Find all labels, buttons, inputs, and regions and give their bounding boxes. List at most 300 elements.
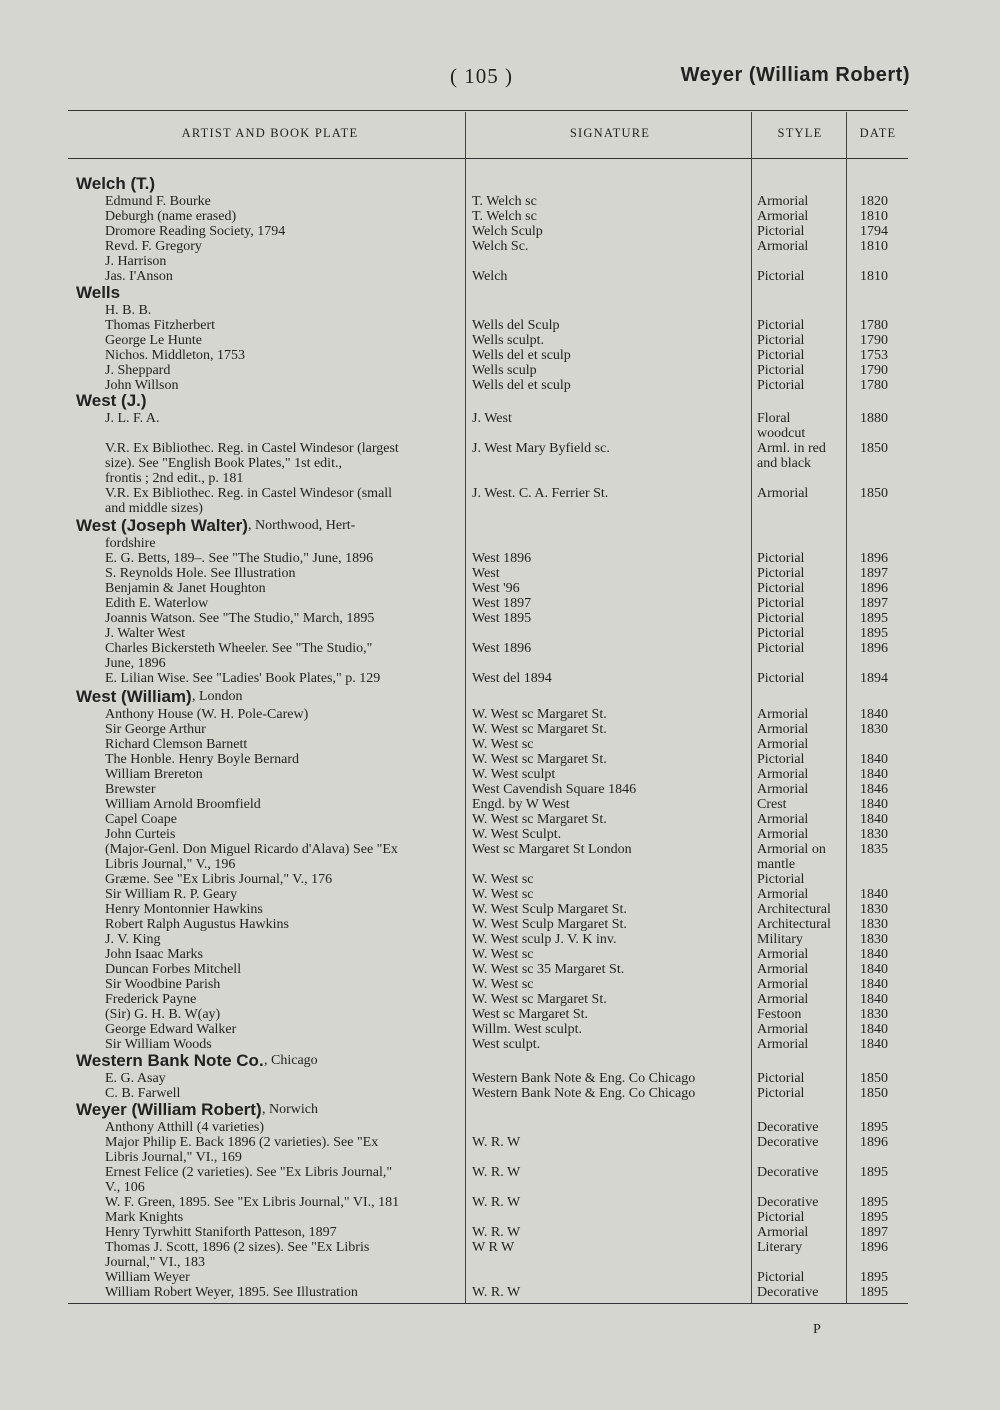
- signature-cell: J. West: [472, 411, 512, 426]
- signature-cell: W. R. W: [472, 1225, 521, 1240]
- style-cell: Pictorial: [757, 269, 805, 284]
- style-cell: Decorative: [757, 1165, 819, 1180]
- artist-cell: Ernest Felice (2 varieties). See "Ex Libris Journal,": [105, 1165, 393, 1180]
- date-cell: 1895: [860, 1195, 888, 1210]
- artist-cell: Sir Woodbine Parish: [105, 977, 221, 992]
- artist-cell: Joannis Watson. See "The Studio," March, 1895: [105, 611, 375, 626]
- signature-cell: W. West Sculp Margaret St.: [472, 902, 627, 917]
- engraver-name: Welch (T.): [76, 174, 156, 193]
- artist-cell: Major Philip E. Back 1896 (2 varieties). See "Ex: [105, 1135, 379, 1150]
- table-row: [0, 194, 1000, 209]
- artist-cell: Thomas Fitzherbert: [105, 318, 216, 333]
- table-row: [0, 962, 1000, 977]
- artist-cell: J. V. King: [105, 932, 161, 947]
- signature-cell: W. West sc: [472, 947, 534, 962]
- style-cell: Arml. in red: [757, 441, 826, 456]
- signature-cell: Wells del et sculp: [472, 378, 571, 393]
- table-row: [0, 767, 1000, 782]
- date-cell: 1810: [860, 209, 888, 224]
- style-cell: Armorial: [757, 827, 809, 842]
- table-row: [0, 1180, 1000, 1195]
- table-row: [0, 411, 1000, 426]
- signature-cell: West sculpt.: [472, 1037, 541, 1052]
- signature-cell: W. R. W: [472, 1135, 521, 1150]
- artist-cell: William Weyer: [105, 1270, 190, 1285]
- table-row: [0, 1165, 1000, 1180]
- artist-cell: Revd. F. Gregory: [105, 239, 202, 254]
- signature-cell: Welch Sculp: [472, 224, 543, 239]
- table-row: [0, 842, 1000, 857]
- style-cell: Architectural: [757, 917, 831, 932]
- table-row: [0, 239, 1000, 254]
- artist-cell: Robert Ralph Augustus Hawkins: [105, 917, 289, 932]
- engraver-name: West (J.): [76, 391, 147, 410]
- signature-cell: Wells sculp: [472, 363, 537, 378]
- signature-mark: P: [813, 1322, 821, 1337]
- artist-cell: George Edward Walker: [105, 1022, 237, 1037]
- artist-cell: Benjamin & Janet Houghton: [105, 581, 266, 596]
- date-cell: 1895: [860, 626, 888, 641]
- artist-cell: Edith E. Waterlow: [105, 596, 209, 611]
- style-cell: Pictorial: [757, 1210, 805, 1225]
- artist-cell: June, 1896: [105, 656, 166, 671]
- table-row: [0, 566, 1000, 581]
- artist-cell: Anthony Atthill (4 varieties): [105, 1120, 265, 1135]
- table-row: [0, 872, 1000, 887]
- artist-cell: Charles Bickersteth Wheeler. See "The Studio,": [105, 641, 373, 656]
- artist-cell: E. G. Asay: [105, 1071, 166, 1086]
- style-cell: Pictorial: [757, 1270, 805, 1285]
- artist-cell: Dromore Reading Society, 1794: [105, 224, 286, 239]
- style-cell: Architectural: [757, 902, 831, 917]
- date-cell: 1896: [860, 551, 888, 566]
- style-cell: Pictorial: [757, 626, 805, 641]
- signature-cell: W. West Sculpt.: [472, 827, 562, 842]
- signature-cell: Welch: [472, 269, 508, 284]
- table-row: [0, 269, 1000, 284]
- table-row: [0, 932, 1000, 947]
- date-cell: 1840: [860, 812, 888, 827]
- page-number: ( 105 ): [450, 64, 513, 88]
- column-header-signature: SIGNATURE: [569, 126, 651, 140]
- artist-cell: S. Reynolds Hole. See Illustration: [105, 566, 296, 581]
- table-row: [0, 707, 1000, 722]
- table-row: [0, 1255, 1000, 1270]
- column-header-artist: ARTIST AND BOOK PLATE: [181, 126, 359, 140]
- artist-cell: Mark Knights: [105, 1210, 184, 1225]
- style-cell: Pictorial: [757, 378, 805, 393]
- signature-cell: Western Bank Note & Eng. Co Chicago: [472, 1086, 696, 1101]
- signature-cell: West 1896: [472, 551, 532, 566]
- style-cell: Armorial: [757, 486, 809, 501]
- signature-cell: J. West Mary Byfield sc.: [472, 441, 610, 456]
- date-cell: 1850: [860, 1086, 888, 1101]
- artist-cell: Thomas J. Scott, 1896 (2 sizes). See "Ex Libris: [105, 1240, 370, 1255]
- date-cell: 1780: [860, 378, 888, 393]
- signature-cell: West del 1894: [472, 671, 552, 686]
- signature-cell: West 1896: [472, 641, 532, 656]
- style-cell: Pictorial: [757, 1086, 805, 1101]
- date-cell: 1840: [860, 887, 888, 902]
- artist-cell: Anthony House (W. H. Pole-Carew): [105, 707, 309, 722]
- date-cell: 1840: [860, 752, 888, 767]
- style-cell: Pictorial: [757, 752, 805, 767]
- date-cell: 1840: [860, 977, 888, 992]
- engraver-name: West (Joseph Walter): [76, 516, 248, 535]
- style-cell: Pictorial: [757, 671, 805, 686]
- date-cell: 1794: [860, 224, 888, 239]
- style-cell: Pictorial: [757, 363, 805, 378]
- signature-cell: Welch Sc.: [472, 239, 529, 254]
- artist-cell: Henry Tyrwhitt Staniforth Patteson, 1897: [105, 1225, 337, 1240]
- artist-cell: Duncan Forbes Mitchell: [105, 962, 242, 977]
- table-row: [0, 857, 1000, 872]
- table-row: [0, 1225, 1000, 1240]
- date-cell: 1790: [860, 363, 888, 378]
- artist-cell: Nichos. Middleton, 1753: [105, 348, 245, 363]
- signature-cell: W. West sc 35 Margaret St.: [472, 962, 625, 977]
- engraver-place: , Norwich: [262, 1102, 318, 1117]
- artist-cell: frontis ; 2nd edit., p. 181: [105, 471, 244, 486]
- signature-cell: W. West sc: [472, 872, 534, 887]
- artist-cell: C. B. Farwell: [105, 1086, 181, 1101]
- artist-cell: William Robert Weyer, 1895. See Illustration: [105, 1285, 358, 1300]
- date-cell: 1895: [860, 1270, 888, 1285]
- table-row: [0, 486, 1000, 501]
- date-cell: 1896: [860, 641, 888, 656]
- date-cell: 1830: [860, 932, 888, 947]
- table-row: [0, 1071, 1000, 1086]
- engraver-name: Wells: [76, 283, 121, 302]
- artist-cell: (Sir) G. H. B. W(ay): [105, 1007, 221, 1022]
- date-cell: 1897: [860, 596, 888, 611]
- style-cell: Pictorial: [757, 596, 805, 611]
- artist-cell: John Willson: [105, 378, 179, 393]
- date-cell: 1840: [860, 707, 888, 722]
- date-cell: 1810: [860, 269, 888, 284]
- table-row: [0, 782, 1000, 797]
- artist-cell: J. Walter West: [105, 626, 186, 641]
- date-cell: 1894: [860, 671, 888, 686]
- table-row: [0, 752, 1000, 767]
- table-row: [0, 1150, 1000, 1165]
- artist-cell: William Arnold Broomfield: [105, 797, 261, 812]
- style-cell: Armorial: [757, 992, 809, 1007]
- signature-cell: T. Welch sc: [472, 209, 537, 224]
- style-cell: Armorial: [757, 194, 809, 209]
- artist-cell: V.R. Ex Bibliothec. Reg. in Castel Windesor (largest: [105, 441, 399, 456]
- date-cell: 1840: [860, 1037, 888, 1052]
- style-cell: Pictorial: [757, 581, 805, 596]
- style-cell: Pictorial: [757, 318, 805, 333]
- date-cell: 1830: [860, 827, 888, 842]
- signature-cell: W. West sc Margaret St.: [472, 707, 607, 722]
- table-row: [0, 656, 1000, 671]
- date-cell: 1840: [860, 797, 888, 812]
- style-cell: Armorial: [757, 767, 809, 782]
- table-row: [0, 303, 1000, 318]
- section-heading: [0, 283, 1000, 302]
- engraver-name: Weyer (William Robert): [76, 1100, 262, 1119]
- date-cell: 1897: [860, 566, 888, 581]
- date-cell: 1840: [860, 962, 888, 977]
- signature-cell: Engd. by W West: [472, 797, 570, 812]
- engraver-name: West (William): [76, 687, 192, 706]
- artist-cell: John Isaac Marks: [105, 947, 203, 962]
- engraver-place: , London: [192, 689, 243, 704]
- table-row: [0, 551, 1000, 566]
- style-cell: Decorative: [757, 1285, 819, 1300]
- signature-cell: West '96: [472, 581, 520, 596]
- style-cell: Military: [757, 932, 803, 947]
- column-header-style: STYLE: [777, 126, 823, 140]
- style-cell: Pictorial: [757, 641, 805, 656]
- table-row: [0, 797, 1000, 812]
- artist-cell: (Major-Genl. Don Miguel Ricardo d'Alava) See "Ex: [105, 842, 398, 857]
- section-heading: [0, 1051, 1000, 1070]
- artist-cell: Deburgh (name erased): [105, 209, 237, 224]
- signature-cell: W. West sculp J. V. K inv.: [472, 932, 617, 947]
- signature-cell: W. West sc: [472, 737, 534, 752]
- table-row: [0, 947, 1000, 962]
- date-cell: 1850: [860, 1071, 888, 1086]
- table-row: [0, 1135, 1000, 1150]
- style-cell: Armorial: [757, 1037, 809, 1052]
- artist-cell: J. Sheppard: [105, 363, 171, 378]
- artist-cell: and middle sizes): [105, 501, 203, 516]
- signature-cell: Wells del Sculp: [472, 318, 560, 333]
- table-row: [0, 1195, 1000, 1210]
- style-cell: mantle: [757, 857, 796, 872]
- artist-cell: size). See "English Book Plates," 1st edit.,: [105, 456, 342, 471]
- signature-cell: West sc Margaret St London: [472, 842, 632, 857]
- style-cell: Armorial: [757, 887, 809, 902]
- table-row: [0, 363, 1000, 378]
- style-cell: Armorial: [757, 977, 809, 992]
- date-cell: 1830: [860, 917, 888, 932]
- artist-cell: Libris Journal," VI., 169: [105, 1150, 242, 1165]
- style-cell: Armorial: [757, 737, 809, 752]
- style-cell: Armorial on: [757, 842, 826, 857]
- style-cell: Armorial: [757, 239, 809, 254]
- date-cell: 1897: [860, 1225, 888, 1240]
- table-row: [0, 1007, 1000, 1022]
- style-cell: Pictorial: [757, 611, 805, 626]
- artist-cell: John Curteis: [105, 827, 176, 842]
- table-row: [0, 992, 1000, 1007]
- date-cell: 1896: [860, 581, 888, 596]
- signature-cell: W. West sc: [472, 887, 534, 902]
- column-header-date: DATE: [859, 126, 897, 140]
- style-cell: Crest: [757, 797, 787, 812]
- table-row: [0, 1240, 1000, 1255]
- artist-cell: Richard Clemson Barnett: [105, 737, 248, 752]
- style-cell: Armorial: [757, 1225, 809, 1240]
- signature-cell: W. West sc Margaret St.: [472, 992, 607, 1007]
- date-cell: 1840: [860, 1022, 888, 1037]
- date-cell: 1895: [860, 611, 888, 626]
- artist-cell: Sir William Woods: [105, 1037, 212, 1052]
- table-row: [0, 977, 1000, 992]
- artist-cell: Libris Journal," V., 196: [105, 857, 236, 872]
- table-row: [0, 1285, 1000, 1300]
- section-heading: [0, 391, 1000, 410]
- style-cell: Decorative: [757, 1120, 819, 1135]
- date-cell: 1895: [860, 1120, 888, 1135]
- table-row: [0, 827, 1000, 842]
- artist-cell: Græme. See "Ex Libris Journal," V., 176: [105, 872, 333, 887]
- artist-cell: Jas. I'Anson: [105, 269, 173, 284]
- artist-cell: V., 106: [105, 1180, 145, 1195]
- table-row: [0, 254, 1000, 269]
- engraver-name: Western Bank Note Co.: [76, 1051, 264, 1070]
- signature-cell: W. R. W: [472, 1165, 521, 1180]
- table-row: [0, 581, 1000, 596]
- table-row: [0, 536, 1000, 551]
- table-row: [0, 318, 1000, 333]
- section-heading: [0, 174, 1000, 193]
- artist-cell: H. B. B.: [105, 303, 152, 318]
- date-cell: 1850: [860, 486, 888, 501]
- signature-cell: Willm. West sculpt.: [472, 1022, 583, 1037]
- signature-cell: W R W: [472, 1240, 515, 1255]
- signature-cell: West sc Margaret St.: [472, 1007, 589, 1022]
- signature-cell: W. R. W: [472, 1195, 521, 1210]
- date-cell: 1835: [860, 842, 888, 857]
- artist-cell: fordshire: [105, 536, 156, 551]
- artist-cell: Brewster: [105, 782, 156, 797]
- signature-cell: W. West sc Margaret St.: [472, 722, 607, 737]
- style-cell: Armorial: [757, 947, 809, 962]
- style-cell: Armorial: [757, 707, 809, 722]
- signature-cell: Western Bank Note & Eng. Co Chicago: [472, 1071, 696, 1086]
- table-row: [0, 1270, 1000, 1285]
- table-row: [0, 441, 1000, 456]
- table-row: [0, 1022, 1000, 1037]
- table-row: [0, 1210, 1000, 1225]
- style-cell: Floral: [757, 411, 791, 426]
- style-cell: Literary: [757, 1240, 803, 1255]
- artist-cell: W. F. Green, 1895. See "Ex Libris Journal," VI., 181: [105, 1195, 400, 1210]
- signature-cell: West: [472, 566, 500, 581]
- artist-cell: E. Lilian Wise. See "Ladies' Book Plates," p. 129: [105, 671, 381, 686]
- artist-cell: J. L. F. A.: [105, 411, 160, 426]
- style-cell: Pictorial: [757, 566, 805, 581]
- style-cell: Armorial: [757, 722, 809, 737]
- style-cell: Pictorial: [757, 348, 805, 363]
- signature-cell: West 1895: [472, 611, 532, 626]
- date-cell: 1830: [860, 1007, 888, 1022]
- artist-cell: William Brereton: [105, 767, 203, 782]
- style-cell: Pictorial: [757, 551, 805, 566]
- style-cell: Festoon: [757, 1007, 802, 1022]
- table-row: [0, 671, 1000, 686]
- table-row: [0, 737, 1000, 752]
- signature-cell: Wells sculpt.: [472, 333, 544, 348]
- signature-cell: Wells del et sculp: [472, 348, 571, 363]
- table-row: [0, 224, 1000, 239]
- date-cell: 1850: [860, 441, 888, 456]
- table-row: [0, 1037, 1000, 1052]
- date-cell: 1830: [860, 902, 888, 917]
- date-cell: 1896: [860, 1240, 888, 1255]
- table-row: [0, 596, 1000, 611]
- table-row: [0, 917, 1000, 932]
- artist-cell: E. G. Betts, 189–. See "The Studio," June, 1896: [105, 551, 374, 566]
- artist-cell: V.R. Ex Bibliothec. Reg. in Castel Windesor (small: [105, 486, 393, 501]
- signature-cell: J. West. C. A. Ferrier St.: [472, 486, 609, 501]
- table-row: [0, 626, 1000, 641]
- table-row: [0, 611, 1000, 626]
- artist-cell: The Honble. Henry Boyle Bernard: [105, 752, 299, 767]
- style-cell: Pictorial: [757, 872, 805, 887]
- style-cell: Pictorial: [757, 333, 805, 348]
- engraver-place: , Chicago: [264, 1053, 318, 1068]
- date-cell: 1820: [860, 194, 888, 209]
- date-cell: 1840: [860, 947, 888, 962]
- style-cell: Armorial: [757, 209, 809, 224]
- date-cell: 1780: [860, 318, 888, 333]
- artist-cell: Journal," VI., 183: [105, 1255, 205, 1270]
- signature-cell: West 1897: [472, 596, 532, 611]
- date-cell: 1830: [860, 722, 888, 737]
- table-row: [0, 812, 1000, 827]
- signature-cell: W. West sc Margaret St.: [472, 752, 607, 767]
- artist-cell: J. Harrison: [105, 254, 167, 269]
- table-row: [0, 1086, 1000, 1101]
- engraver-place: , Northwood, Hert-: [248, 518, 356, 533]
- signature-cell: West Cavendish Square 1846: [472, 782, 637, 797]
- date-cell: 1895: [860, 1285, 888, 1300]
- date-cell: 1896: [860, 1135, 888, 1150]
- signature-cell: W. West Sculp Margaret St.: [472, 917, 627, 932]
- artist-cell: Edmund F. Bourke: [105, 194, 211, 209]
- table-row: [0, 348, 1000, 363]
- style-cell: Decorative: [757, 1135, 819, 1150]
- signature-cell: W. West sc Margaret St.: [472, 812, 607, 827]
- style-cell: Pictorial: [757, 1071, 805, 1086]
- style-cell: Armorial: [757, 782, 809, 797]
- signature-cell: T. Welch sc: [472, 194, 537, 209]
- date-cell: 1753: [860, 348, 888, 363]
- style-cell: Armorial: [757, 1022, 809, 1037]
- date-cell: 1810: [860, 239, 888, 254]
- signature-cell: W. West sc: [472, 977, 534, 992]
- table-row: [0, 378, 1000, 393]
- signature-cell: W. R. W: [472, 1285, 521, 1300]
- signature-cell: W. West sculpt: [472, 767, 556, 782]
- date-cell: 1880: [860, 411, 888, 426]
- style-cell: Armorial: [757, 812, 809, 827]
- artist-cell: Sir William R. P. Geary: [105, 887, 238, 902]
- running-title: Weyer (William Robert): [680, 64, 910, 86]
- table-row: [0, 471, 1000, 486]
- table-row: [0, 887, 1000, 902]
- style-cell: Pictorial: [757, 224, 805, 239]
- date-cell: 1846: [860, 782, 888, 797]
- style-cell: Decorative: [757, 1195, 819, 1210]
- section-heading: [0, 687, 1000, 706]
- artist-cell: Frederick Payne: [105, 992, 197, 1007]
- table-row: [0, 501, 1000, 516]
- style-cell: woodcut: [757, 426, 806, 441]
- artist-cell: Henry Montonnier Hawkins: [105, 902, 263, 917]
- table-row: [0, 426, 1000, 441]
- date-cell: 1895: [860, 1210, 888, 1225]
- table-row: [0, 1120, 1000, 1135]
- date-cell: 1895: [860, 1165, 888, 1180]
- style-cell: and black: [757, 456, 812, 471]
